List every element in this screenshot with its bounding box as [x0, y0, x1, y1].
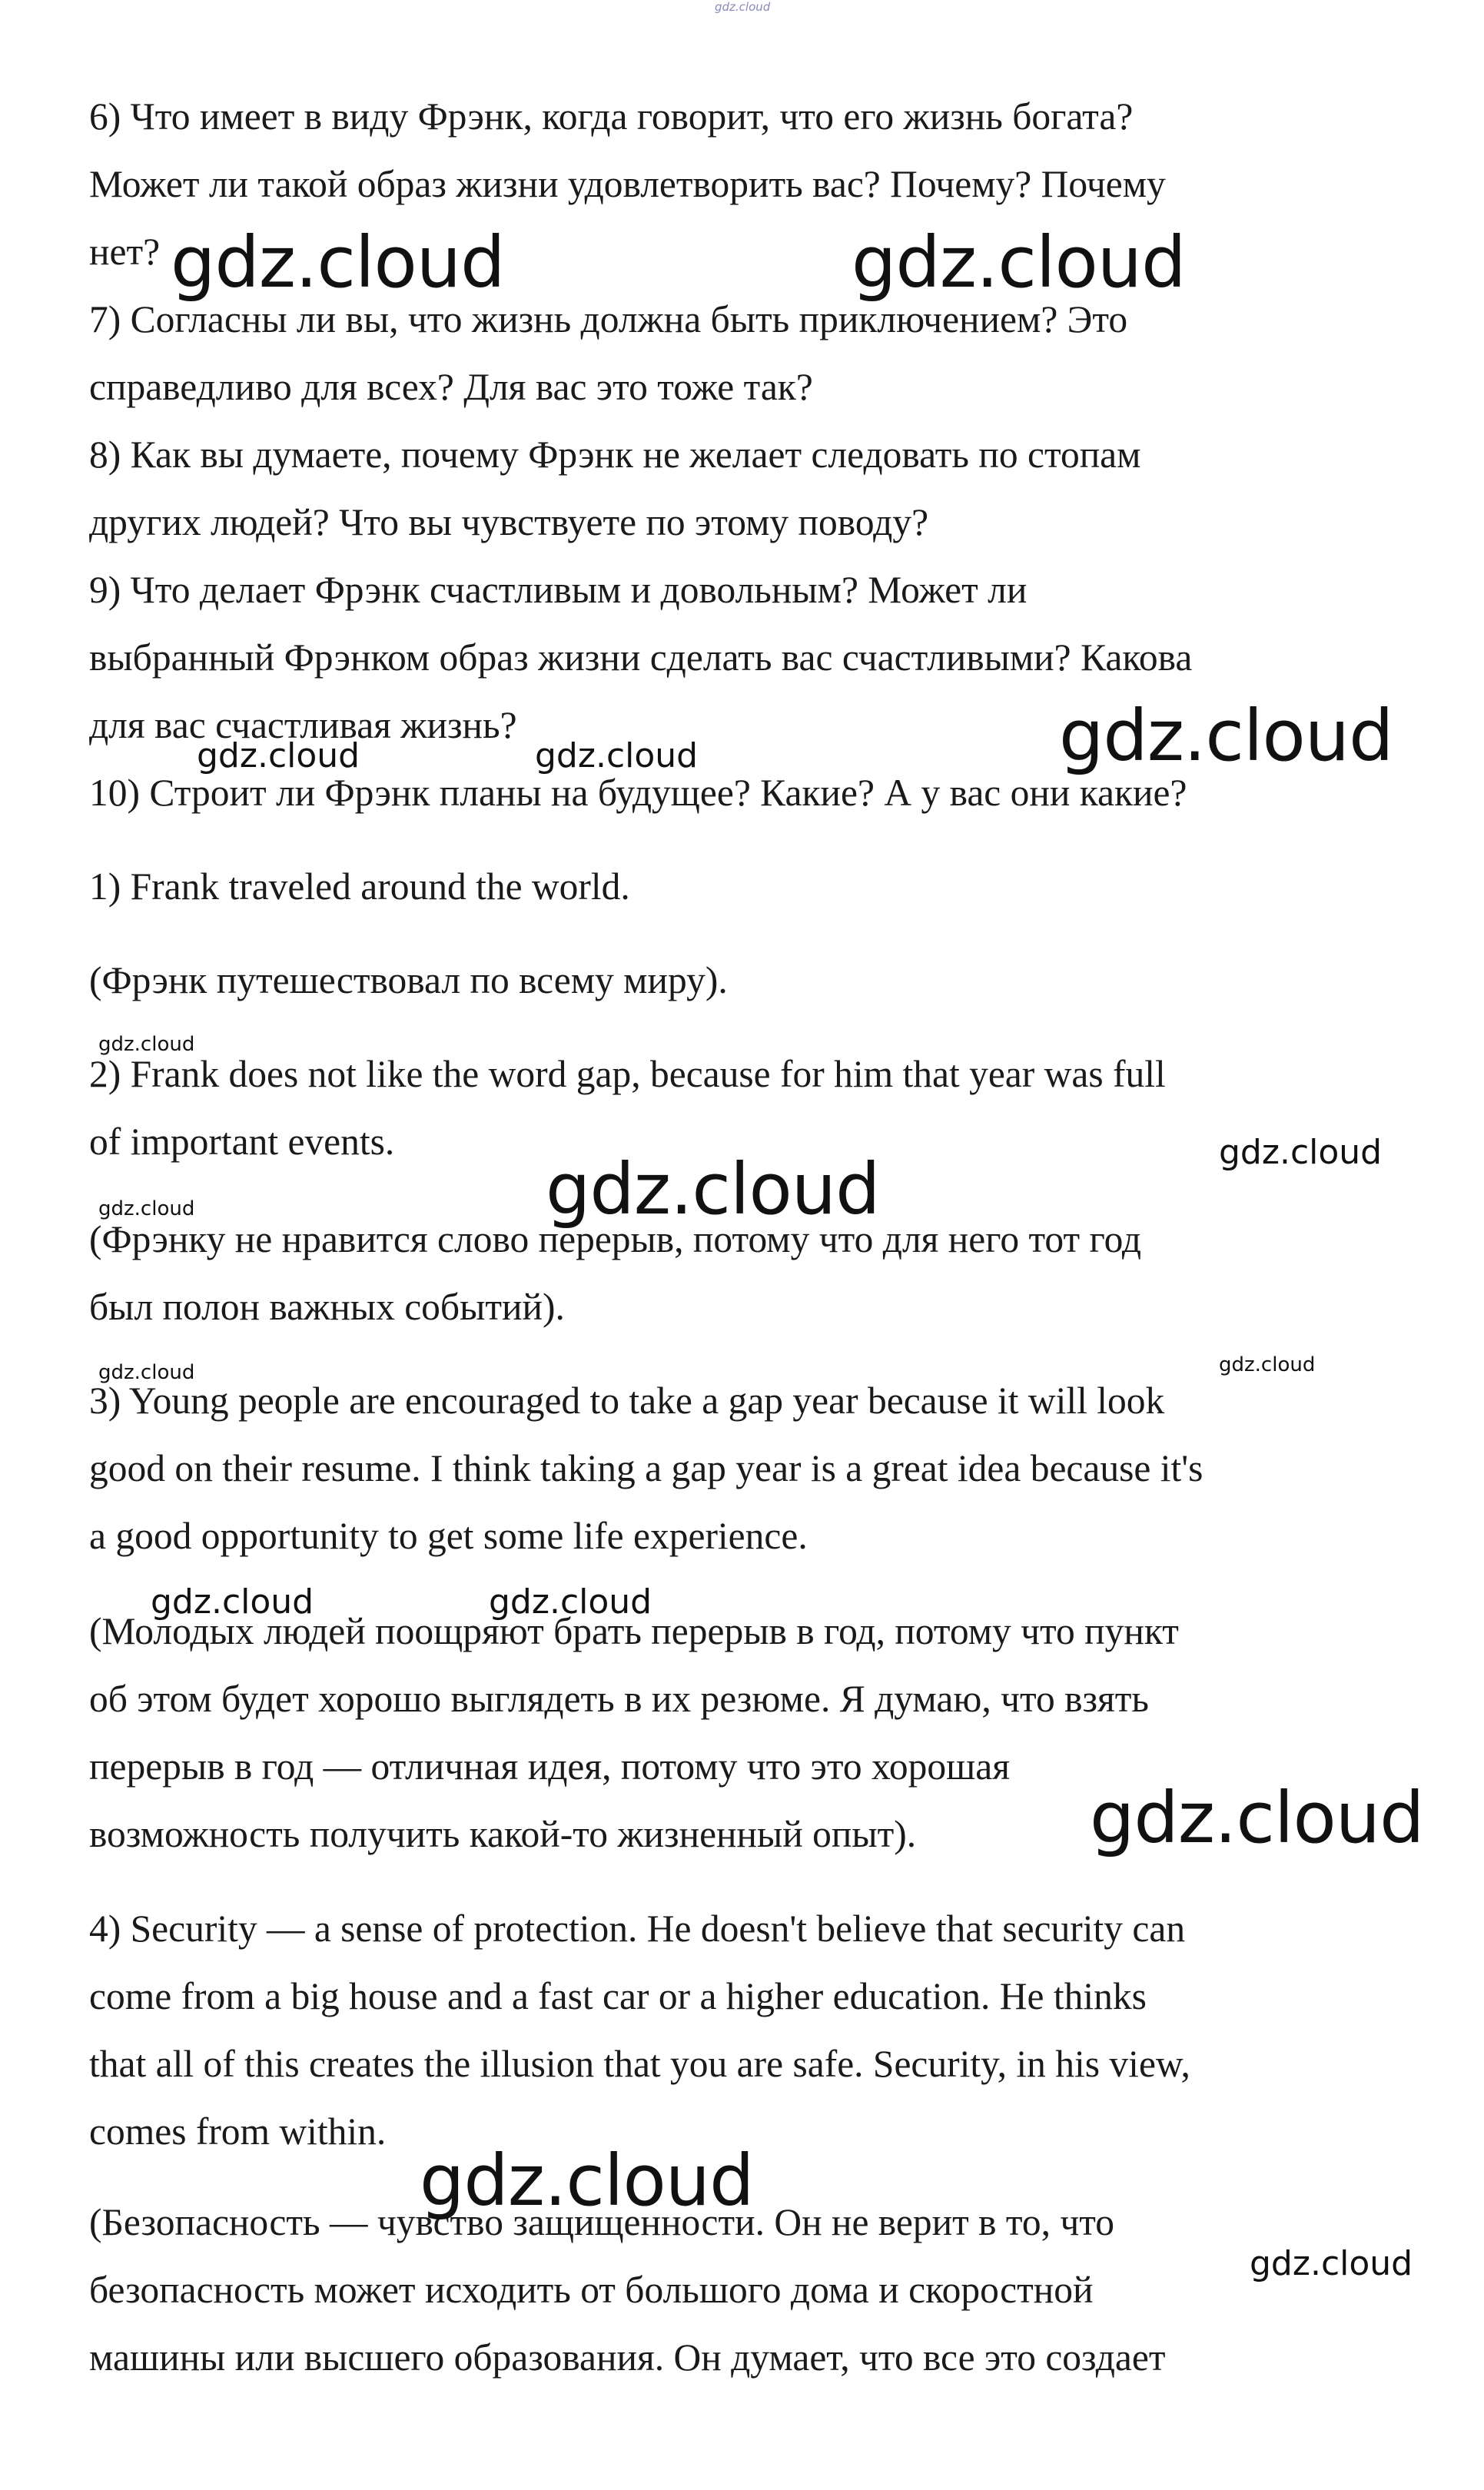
watermark: gdz.cloud: [1250, 2244, 1413, 2283]
watermark: gdz.cloud: [1219, 1133, 1383, 1172]
watermark: gdz.cloud: [1090, 1777, 1424, 1859]
text-line-q6-1: 6) Что имеет в виду Фрэнк, когда говорит, что его жизнь богата?: [89, 95, 1134, 138]
answer-4-en-1: 4) Security — a sense of protection. He doesn't believe that security can: [89, 1907, 1186, 1950]
watermark: gdz.cloud: [546, 1148, 880, 1230]
text-line-q9-3: для вас счастливая жизнь?: [89, 704, 517, 746]
text-line-q9-1: 9) Что делает Фрэнк счастливым и довольным? Может ли: [89, 569, 1028, 611]
answer-2-en-2: of important events.: [89, 1120, 395, 1163]
top-watermark: gdz.cloud: [715, 0, 771, 14]
watermark: gdz.cloud: [98, 1033, 195, 1056]
answer-3-ru-1: (Молодых людей поощряют брать перерыв в год, потому что пункт: [89, 1610, 1179, 1652]
text-line-q8-1: 8) Как вы думаете, почему Фрэнк не желает следовать по стопам: [89, 433, 1141, 476]
watermark: gdz.cloud: [171, 221, 505, 304]
text-line-q6-2: Может ли такой образ жизни удовлетворить вас? Почему? Почему: [89, 163, 1166, 205]
text-line-q7-2: справедливо для всех? Для вас это тоже так?: [89, 366, 813, 408]
answer-2-ru-1: (Фрэнку не нравится слово перерыв, потому что для него тот год: [89, 1218, 1142, 1260]
answer-2-ru-2: был полон важных событий).: [89, 1286, 565, 1328]
text-line-q10: 10) Строит ли Фрэнк планы на будущее? Какие? А у вас они какие?: [89, 772, 1187, 814]
answer-3-ru-3: перерыв в год — отличная идея, потому что это хорошая: [89, 1745, 1011, 1788]
answer-1-ru: (Фрэнк путешествовал по всему миру).: [89, 959, 728, 1001]
text-line-q7-1: 7) Согласны ли вы, что жизнь должна быть приключением? Это: [89, 298, 1128, 340]
watermark: gdz.cloud: [1219, 1353, 1316, 1376]
watermark: gdz.cloud: [420, 2140, 754, 2222]
answer-3-ru-4: возможность получить какой-то жизненный опыт).: [89, 1813, 917, 1855]
answer-3-en-1: 3) Young people are encouraged to take a gap year because it will look: [89, 1379, 1165, 1422]
text-line-q8-2: других людей? Что вы чувствуете по этому поводу?: [89, 501, 929, 543]
watermark: gdz.cloud: [151, 1582, 314, 1622]
watermark: gdz.cloud: [1059, 695, 1393, 777]
answer-4-ru-1: (Безопасность — чувство защищенности. Он не верит в то, что: [89, 2201, 1114, 2243]
watermark: gdz.cloud: [489, 1582, 652, 1622]
answer-2-en-1: 2) Frank does not like the word gap, because for him that year was full: [89, 1053, 1166, 1095]
answer-4-ru-3: машины или высшего образования. Он думает, что все это создает: [89, 2336, 1166, 2379]
answer-3-en-3: a good opportunity to get some life experience.: [89, 1515, 808, 1557]
answer-4-ru-2: безопасность может исходить от большого дома и скоростной: [89, 2269, 1094, 2311]
answer-4-en-2: come from a big house and a fast car or a higher education. He thinks: [89, 1975, 1147, 2017]
answer-4-en-3: that all of this creates the illusion that you are safe. Security, in his view,: [89, 2043, 1190, 2085]
answer-3-ru-2: об этом будет хорошо выглядеть в их резюме. Я думаю, что взять: [89, 1678, 1149, 1720]
text-line-q9-2: выбранный Фрэнком образ жизни сделать вас счастливыми? Какова: [89, 636, 1193, 679]
watermark: gdz.cloud: [197, 736, 360, 775]
text-line-q6-3: нет?: [89, 231, 161, 273]
answer-4-en-4: comes from within.: [89, 2110, 387, 2153]
watermark: gdz.cloud: [98, 1361, 195, 1384]
watermark: gdz.cloud: [535, 736, 699, 775]
answer-1-en: 1) Frank traveled around the world.: [89, 865, 630, 908]
watermark: gdz.cloud: [852, 221, 1186, 304]
answer-3-en-2: good on their resume. I think taking a gap year is a great idea because it's: [89, 1447, 1203, 1489]
watermark: gdz.cloud: [98, 1197, 195, 1220]
